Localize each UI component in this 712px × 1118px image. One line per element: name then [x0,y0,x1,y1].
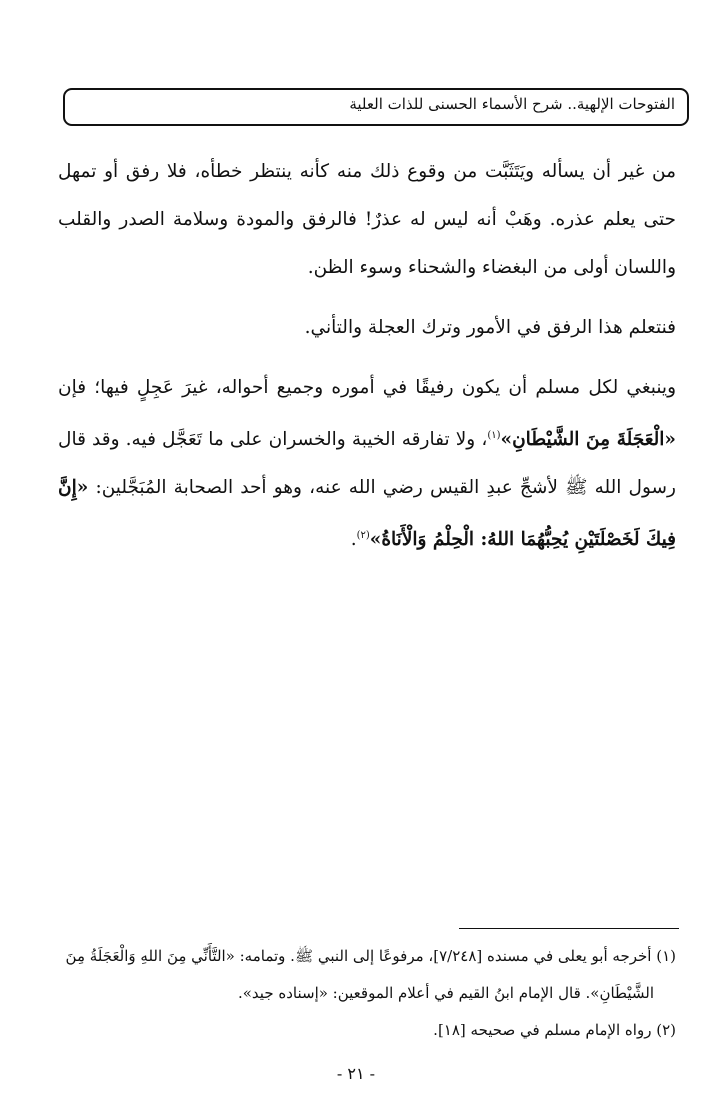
footnote-2: (٢) رواه الإمام مسلم في صحيحه [١٨]. [433,1021,676,1039]
running-header-box [63,88,689,126]
paragraph-1: من غير أن يسأله ويَتَثَبَّت من وقوع ذلك منه كأنه ينتظر خطأه، فلا رفق أو تمهل حتى يعلم عذره. وهَبْ أنه ليس له عذرٌ! فالرفق والمودة وسلامة الصدر والقلب واللسان أولى من البغضاء والشحناء وسوء الظن. [58,161,676,278]
main-text [58,148,676,576]
paragraph-3-part-1: وينبغي لكل مسلم أن يكون رفيقًا في أموره وجميع أحواله، غيرَ عَجِلٍ فيها؛ فإن [58,377,676,398]
paragraph-3-end: . [350,529,357,551]
paragraph-3-part-2: ، ولا تفارقه الخيبة والخسران على ما تَعَجَّل فيه. وقد قال رسول الله ﷺ لأشجِّ عبدِ القيس رضي الله عنه، وهو أحد الصحابة المُبَجَّلين: [58,429,676,499]
paragraph-2: فنتعلم هذا الرفق في الأمور وترك العجلة والتأني. [304,317,676,338]
paragraph-3 [58,364,676,564]
footnote-ref-2: (٢) [356,530,370,542]
footnote-1-line-1: (١) أخرجه أبو يعلى في مسنده [٧/٢٤٨]، مرفوعًا إلى النبي ﷺ. وتمامه: «التَّأَنِّي مِنَ اللهِ وَالْعَجَلَةُ مِنَ [65,947,676,965]
running-header-title: الفتوحات الإلهية.. شرح الأسماء الحسنى للذات العلية [349,95,675,113]
footnote-divider [459,928,679,929]
footnotes [58,938,676,1049]
page-number: - ٢١ - [336,1064,376,1083]
footnote-1-line-2: الشَّيْطَانِ». قال الإمام ابنُ القيم في أعلام الموقعين: «إسناده جيد». [237,984,654,1002]
hadith-quote-1: «الْعَجَلَةَ مِنَ الشَّيْطَانِ» [500,429,676,451]
footnote-ref-1: (١) [487,430,501,441]
hadith-quote-2: «إِنَّ فِيكَ لَخَصْلَتَيْنِ يُحِبُّهُمَا اللهُ: الْحِلْمُ وَالْأَنَاةُ» [58,477,676,551]
